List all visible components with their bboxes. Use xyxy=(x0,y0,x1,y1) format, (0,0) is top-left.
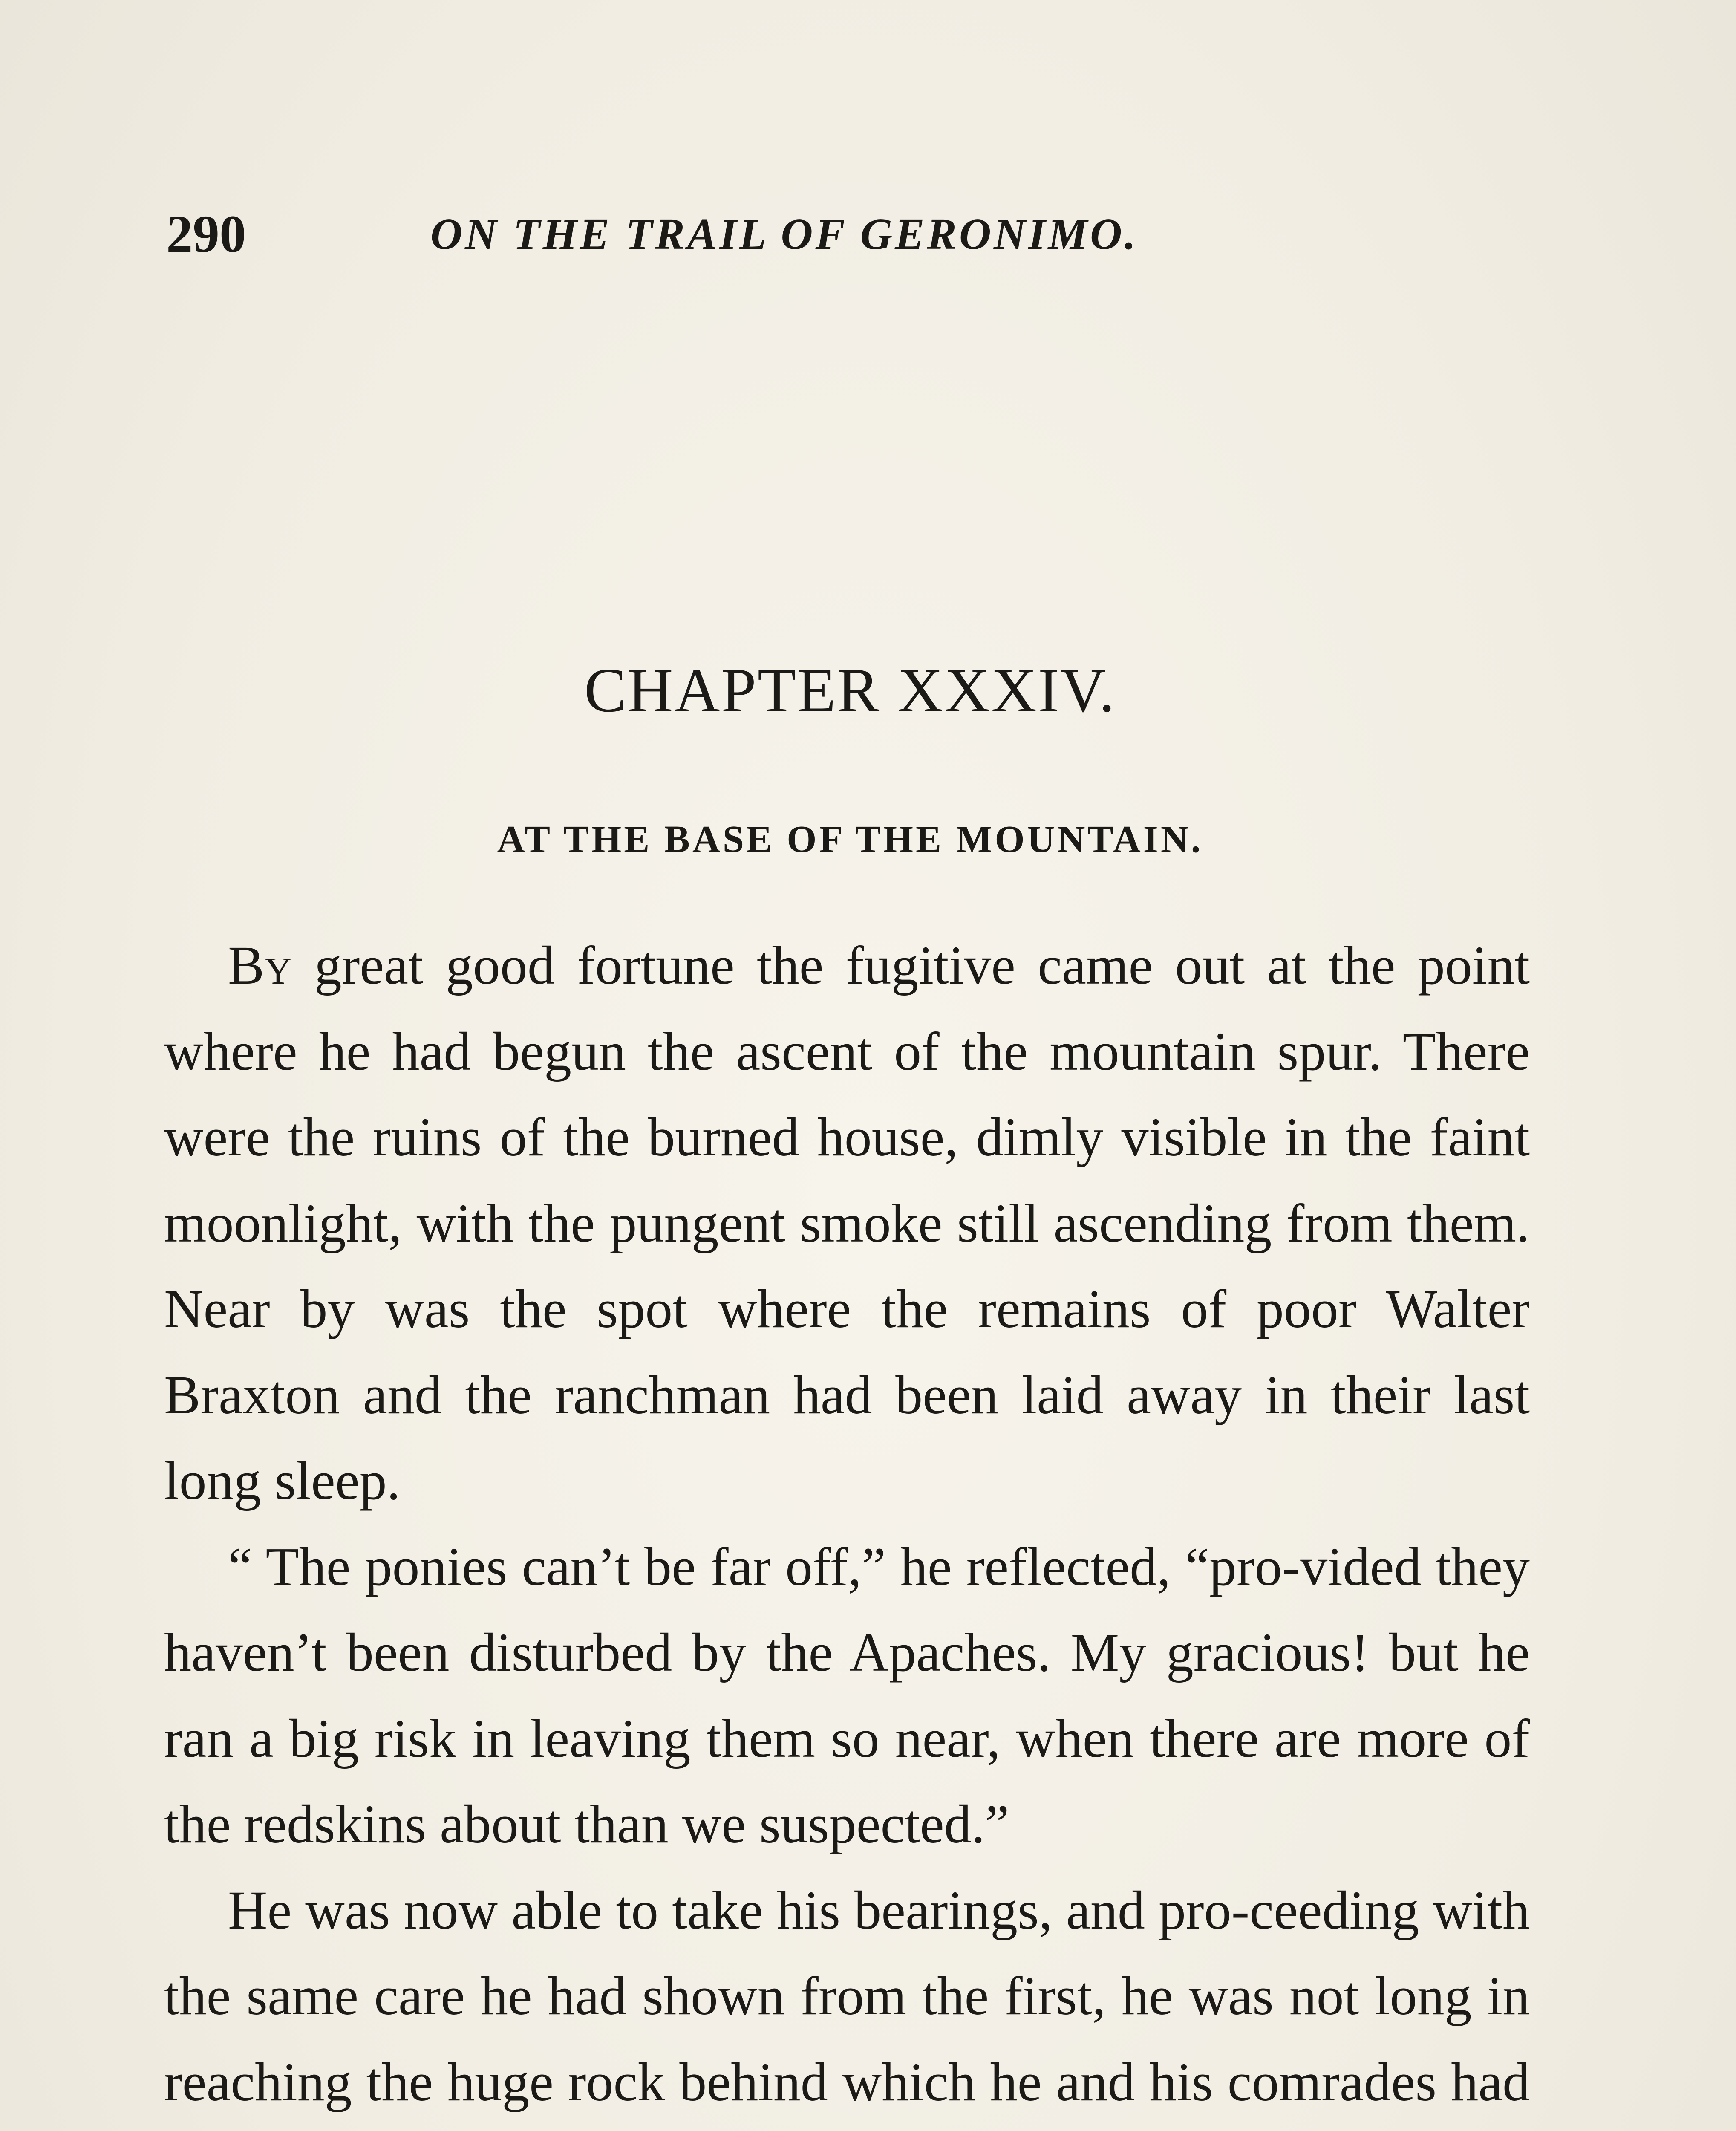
page-header xyxy=(166,200,1530,269)
paragraph-lead-word: By xyxy=(228,935,292,996)
running-title: ON THE TRAIL OF GERONIMO. xyxy=(430,210,1139,259)
paragraph xyxy=(164,1868,1530,2131)
paragraph-text: He was now able to take his bearings, and pro-ceeding with the same care he had shown from the first, he was not long in reaching the huge rock behind which he and his comrades had xyxy=(164,1880,1530,2112)
paragraph-text: great good fortune the fugitive came out at the point where he had begun the ascent of the mountain spur. There were the ruins of the burned house, dimly visible in the faint moonlight, with the pungent smoke still ascending from them. Near by was the spot where the remains of poor Walter Braxton and the ranchman had been laid away in their last long sleep. xyxy=(164,935,1530,1511)
chapter-title: CHAPTER XXXIV. xyxy=(584,655,1116,725)
paragraph xyxy=(164,1524,1530,1868)
paragraph-text: “ The ponies can’t be far off,” he reflected, “pro-vided they haven’t been disturbed by the Apaches. My gracious! but he ran a big risk in leaving them so near, when there are more of the redskins about than we suspected.” xyxy=(164,1536,1530,1854)
page-number: 290 xyxy=(166,205,246,264)
paragraph xyxy=(164,923,1530,1524)
chapter-subtitle: AT THE BASE OF THE MOUNTAIN. xyxy=(497,818,1203,860)
chapter-body xyxy=(164,923,1530,2131)
